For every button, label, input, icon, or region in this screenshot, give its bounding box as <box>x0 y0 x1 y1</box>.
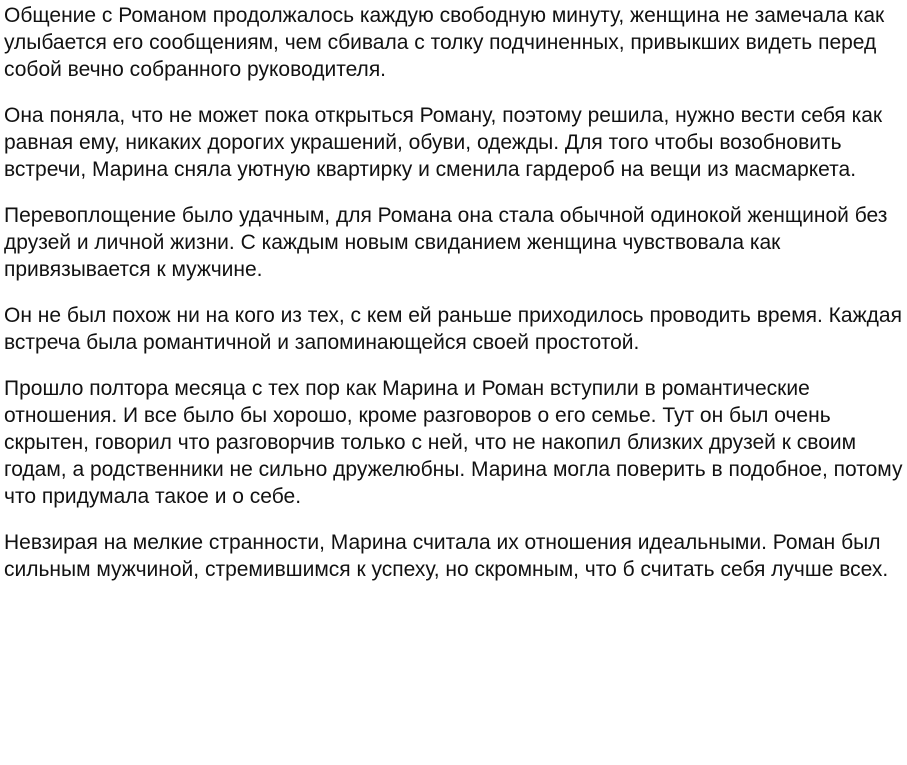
paragraph: Прошло полтора месяца с тех пор как Марина и Роман вступили в романтические отношения. И все было бы хорошо, кроме разговоров о его семье. Тут он был очень скрытен, говорил что разговорчив только с ней, что не накопил близких друзей к своим годам, а родственники не сильно дружелюбны. Марина могла поверить в подобное, потому что придумала такое и о себе. <box>4 377 903 508</box>
paragraph: Он не был похож ни на кого из тех, с кем ей раньше приходилось проводить время. Каждая встреча была романтичной и запоминающейся своей простотой. <box>4 304 902 354</box>
paragraph: Перевоплощение было удачным, для Романа она стала обычной одинокой женщиной без друзей и личной жизни. С каждым новым свиданием женщина чувствовала как привязывается к мужчине. <box>4 204 888 281</box>
paragraph: Невзирая на мелкие странности, Марина считала их отношения идеальными. Роман был сильным мужчиной, стремившимся к успеху, но скромным, что б считать себя лучше всех. <box>4 531 889 581</box>
article-body <box>4 0 904 602</box>
paragraph: Она поняла, что не может пока открыться Роману, поэтому решила, нужно вести себя как равная ему, никаких дорогих украшений, обуви, одежды. Для того чтобы возобновить встречи, Марина сняла уютную квартирку и сменила гардероб на вещи из масмаркета. <box>4 104 883 181</box>
paragraph: Общение с Романом продолжалось каждую свободную минуту, женщина не замечала как улыбается его сообщениям, чем сбивала с толку подчиненных, привыкших видеть перед собой вечно собранного руководителя. <box>4 4 885 81</box>
